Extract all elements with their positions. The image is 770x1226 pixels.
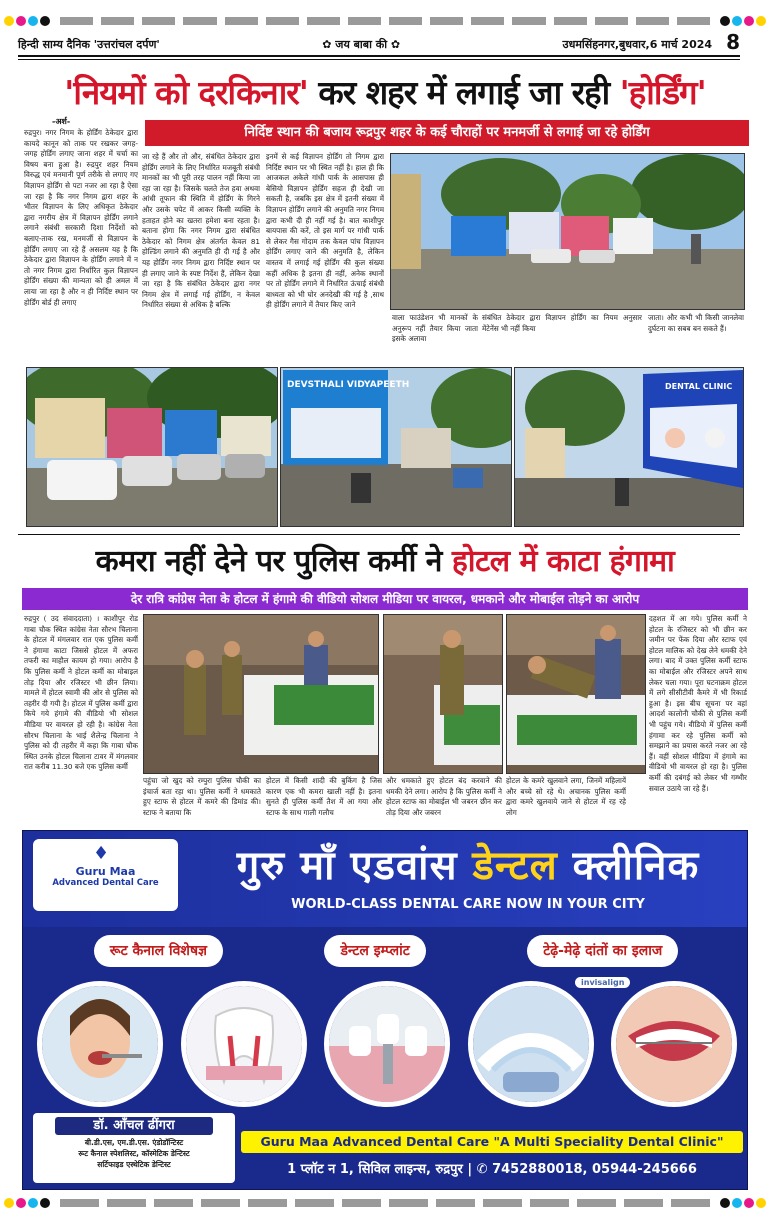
- registration-strip-top: [0, 14, 770, 28]
- color-dots: [0, 1198, 54, 1208]
- paper-name: हिन्दी साम्य दैनिक 'उत्तरांचल दर्पण': [18, 38, 160, 51]
- service-pills: [23, 935, 748, 967]
- motto: ✿ जय बाबा की ✿: [322, 38, 401, 51]
- aligner-image: [468, 981, 594, 1107]
- clinic-logo: ♦ Guru Maa Advanced Dental Care: [33, 839, 178, 911]
- story-divider: [18, 534, 740, 535]
- story2-column-4: और धमकाते हुए होटल बंद करवाने की धमकी देने लगा। आरोप है कि पुलिस कर्मी ने होटल स्टाफ का मोबाईल भी जबरन छीन कर तोड़ दिया और जबरन: [386, 776, 502, 817]
- registration-strip-bottom: [0, 1196, 770, 1210]
- story2-photo-cctv-right: [506, 614, 646, 774]
- story1-column-5: संबंधित ठेकेदार द्वारा विज्ञापन होर्डिंग का नियम अनुसार मेंटेनेंस भी नहीं किया: [482, 313, 642, 333]
- clinic-slogan: Guru Maa Advanced Dental Care "A Multi Speciality Dental Clinic": [241, 1131, 743, 1153]
- pill-implant: डेन्टल इम्प्लांट: [324, 935, 425, 967]
- pill-root-canal: रूट कैनाल विशेषज्ञ: [94, 935, 223, 967]
- doctor-qualification-3: सर्टिफाइड एस्थेटिक डेन्टिस्ट: [97, 1160, 171, 1169]
- masthead: [18, 32, 740, 52]
- page-number: 8: [726, 30, 740, 54]
- story2-column-2: पहुंचा जो खुद को रम्पुरा पुलिस चौकी का इंचार्ज बता रहा था। पुलिस कर्मी ने धमकाते हुए स्टाफ से होटल में कमरे की डिमांड की। स्टाफ ने बताया कि: [143, 776, 261, 817]
- story1-photo-dental-hoarding: [514, 367, 744, 527]
- root-canal-image: [181, 981, 307, 1107]
- story2-column-5: होटल के कमरे खुलवाने लगा, जिनमें महिलायें और बच्चे सो रहे थे। अचानक पुलिस कर्मी द्वारा कमरे खुलवाये जाने से होटल में रह रहे लोग: [506, 776, 626, 817]
- dateline: उधमसिंहनगर,बुधवार,6 मार्च 2024: [562, 38, 713, 51]
- story1-column-4: वाला फाउंडेशन भी मानकों के अनुरूप नहीं तैयार किया जाता इसके अलावा: [392, 313, 478, 344]
- story2-column-1: रुद्रपुर ( उद संवाददाता) । काशीपुर रोड गाबा चौक स्थित कांग्रेस नेता सौरभ चिलाना के होटल में मंगलवार रात एक पुलिस कर्मी ने हंगामा काटा जिससे होटल में अफरा तफरी का माहौल कायम हो गया। आरोप है कि पुलिस कर्मी ने होटल कर्मी का मोबाइल तोड़ दिया और रजिस्टर भी छीन लिया। मामले में होटल स्वामी की ओर से पुलिस को तहरीर दी गयी है। होटल में पुलिस कर्मी द्वारा किये गये हंगामे की वीडियो भी सोशल मीडिया पर वायरल हो रही है। कांग्रेस नेता सौरभ चिलाना के भाई शैलेन्द्र चिलाना ने पुलिस को दी तहरीर में कहा कि गाबा चौक स्थित उनके होटल चिलाना टावर में मंगलवार रात करीब 11.30 बजे एक पुलिस कर्मी: [24, 614, 138, 772]
- story1-photo-vidyapeeth: [280, 367, 512, 527]
- masthead-rule-thin: [18, 59, 740, 60]
- story1-column-2: जा रहे हैं और तो और, संबंधित ठेकेदार द्वारा होर्डिंग लगाने के लिए निर्धारित मजबूती संबंधी मानकों का भी पूरी तरह पालन नहीं किया जा रहा जा रहा है। जिसके चलते तेज हवा अथवा आंधी तूफान की स्थिति में होर्डिंग के गिरने और उसके चपेट में आकर किसी व्यक्ति के हताहत होने का खतरा हमेशा बना रहता है। बताना होगा कि नगर निगम द्वारा संबंधित ठेकेदार को निगम क्षेत्र अंतर्गत केवल 81 होल्डिंग लगाने की अनुमति ही दी गई है और यह होर्डिंग नगर निगम द्वारा निर्दिष्ट स्थान पर ही लगाए जाने के स्पष्ट निर्देश हैं, लेकिन देखा जा रहा है कि संबंधित ठेकेदार द्वारा नगर निगम क्षेत्र में लगाई गई होर्डिंग, न केवल निर्धारित संख्या से अधिक है बल्कि: [142, 152, 260, 310]
- vidyapeeth-sign-text: DEVSTHALI VIDYAPEETH: [287, 380, 410, 390]
- story1-column-3: इनमें से कई विज्ञापन होर्डिंग तो निगम द्वारा निर्दिष्ट स्थान पर भी स्थित नहीं है। हाल ही कि आजकल अकेले गांधी पार्क के आसपास ही बेसियो विज्ञापन होर्डिंग सहज ही देखी जा सकती है, जबकि इस क्षेत्र में इतनी संख्या में विज्ञापन होर्डिंग लगाने की अनुमति नगर निगम द्वारा कभी दी ही नहीं गई है। बात काशीपुर बायपास की करें, तो इस मार्ग पर गांधी पार्क से लेकर गैस गोदाम तक केवल पांच विज्ञापन होर्डिंग लगाए जाने की अनुमति है, लेकिन वास्तव में लगाई गई होर्डिंग की कुल संख्या कहीं अधिक है इतना ही नहीं, अनेक स्थानों पर तो होर्डिंग लगाने में निर्धारित ऊंचाई संबंधी बाध्यता को भी घोर अनदेखी की गई है ,साथ ही होर्डिंग लगाने में तैयार किए जाने: [266, 152, 384, 310]
- color-dots: [716, 16, 770, 26]
- doctor-qualification-2: रूट कैनाल स्पेशलिस्ट, कॉस्मेटिक डेन्टिस्ट: [78, 1149, 190, 1158]
- clinic-address: 1 प्लॉट न 1, सिविल लाइन्स, रुद्रपुर | ✆ 7452880018, 05944-245666: [287, 1162, 697, 1177]
- masthead-rule: [18, 55, 740, 57]
- story1-column-6: जाता। और कभी भी किसी जानलेवा दुर्घटना का सबब बन सकते हैं।: [648, 313, 744, 333]
- story2-headline: कमरा नहीं देने पर पुलिस कर्मी ने होटल में काटा हंगामा: [95, 544, 675, 579]
- story1-headline: 'नियमों को दरकिनार' कर शहर में लगाई जा रही 'होर्डिंग': [64, 73, 706, 112]
- service-images: [37, 981, 737, 1107]
- implant-image: [324, 981, 450, 1107]
- ad-title: गुरु माँ एडवांस डेन्टल क्लीनिक: [236, 843, 700, 889]
- story2-column-3: होटल में किसी शादी की बुकिंग है जिस कारण एक भी कमरा खाली नहीं है। इतना सुनते ही पुलिस कर्मी तैश में आ गया और स्टाफ के साथ गाली गलौच: [266, 776, 382, 817]
- story2-photo-cctv-middle: [383, 614, 503, 774]
- story1-subheadline: निर्दिष्ट स्थान की बजाय रूद्रपुर शहर के कई चौराहों पर मनमर्जी से लगाई जा रहे होर्डिंग: [145, 120, 749, 146]
- color-dots: [716, 1198, 770, 1208]
- color-dots: [0, 16, 54, 26]
- dental-hoarding-sign-text: DENTAL CLINIC: [665, 382, 733, 391]
- braces-image: [611, 981, 737, 1107]
- story2-subheadline: देर रात्रि कांग्रेस नेता के होटल में हंगामे की वीडियो सोशल मीडिया पर वायरल, धमकाने और मोबाईल तोड़ने का आरोप: [22, 588, 748, 610]
- doctor-qualification-1: बी.डी.एस, एम.डी.एस. एंडोडॉन्टिस्ट: [84, 1138, 184, 1147]
- doctor-name: डॉ. आँचल ढींगरा: [55, 1117, 213, 1135]
- story2-photo-cctv-left: [143, 614, 379, 774]
- story2-column-6: दहशत में आ गये। पुलिस कर्मी ने होटल के रजिस्टर को भी छीन कर जमीन पर फेंक दिया और स्टाफ एवं होटल मालिक को देख लेने धमकी देने लगा। बाद में उक्त पुलिस कर्मी स्टाफ का मोबाईल और रजिस्टर अपने साथ लेकर चला गया। पूरा घटनाक्रम होटल में लगे सीसीटीवी कैमरे में भी रिकार्ड हुआ है। इस बीच सूचना पर वहां आदर्श कालोनी चौकी से पुलिस कर्मी भी पहुंच गये। वीडियो में पुलिस कर्मी हंगामा कर रहे पुलिस कर्मी को समझाने का प्रयास करते नजर आ रहे हैं। वहीं सोशल मीडिया में हंगामे का वीडियो भी वायरल हो रहा है। पुलिस कर्मी की दबंगई को लेकर भी गम्भीर सवाल उठाये जा रहे हैं।: [649, 614, 747, 793]
- tooth-icon: ♦: [93, 843, 110, 864]
- ad-tagline: WORLD-CLASS DENTAL CARE NOW IN YOUR CITY: [291, 897, 645, 912]
- story1-byline: -अर्श-: [52, 117, 71, 126]
- story1-column-1: रुद्रपुर। नगर निगम के होर्डिंग ठेकेदार द्वारा कायदे कानून को ताक पर रखकर जगह-जगह होर्डिंग लगाए जाना शहर में चर्चा का विषय बना हुआ है। रुद्रपुर शहर नियम विरुद्ध एवं मनमानी पूर्ण तरीके से लगाए गए विज्ञापन होर्डिंग से पटा नजर आ रहा है ऐसा जा रहा है कि नगर निगम द्वारा शहर के भीतर विज्ञापन के लिए अधिकृत ठेकेदार द्वारा नगरीय क्षेत्र में विज्ञापन होर्डिंग लगाने लगाने संबंधी सरकारी दिशा निर्देशों को बलाए-ताक रख, मनमर्जी से विज्ञापन के होर्डिंग लगाए जा रहे हैं असलम यह है कि ठेकेदार द्वारा विज्ञापन के होर्डिंग लगाने में न तो नगर निगम द्वारा निर्धारित कुल विज्ञापन होर्डिंग संख्या की मान्यता को ही अमल में लाया जा रहा है और न ही निर्दिष्ट स्थान पर होर्डिंग बोर्ड ही लगाए: [24, 128, 138, 307]
- pill-orthodontics: टेढ़े-मेढ़े दांतों का इलाज: [527, 935, 678, 967]
- story1-photo-main: [390, 153, 745, 310]
- story1-photo-parked-cars: [26, 367, 278, 527]
- dental-clinic-advertisement: [22, 830, 748, 1190]
- invisalign-badge: invisalign: [575, 977, 630, 988]
- doctor-card: [33, 1113, 235, 1183]
- patient-image: [37, 981, 163, 1107]
